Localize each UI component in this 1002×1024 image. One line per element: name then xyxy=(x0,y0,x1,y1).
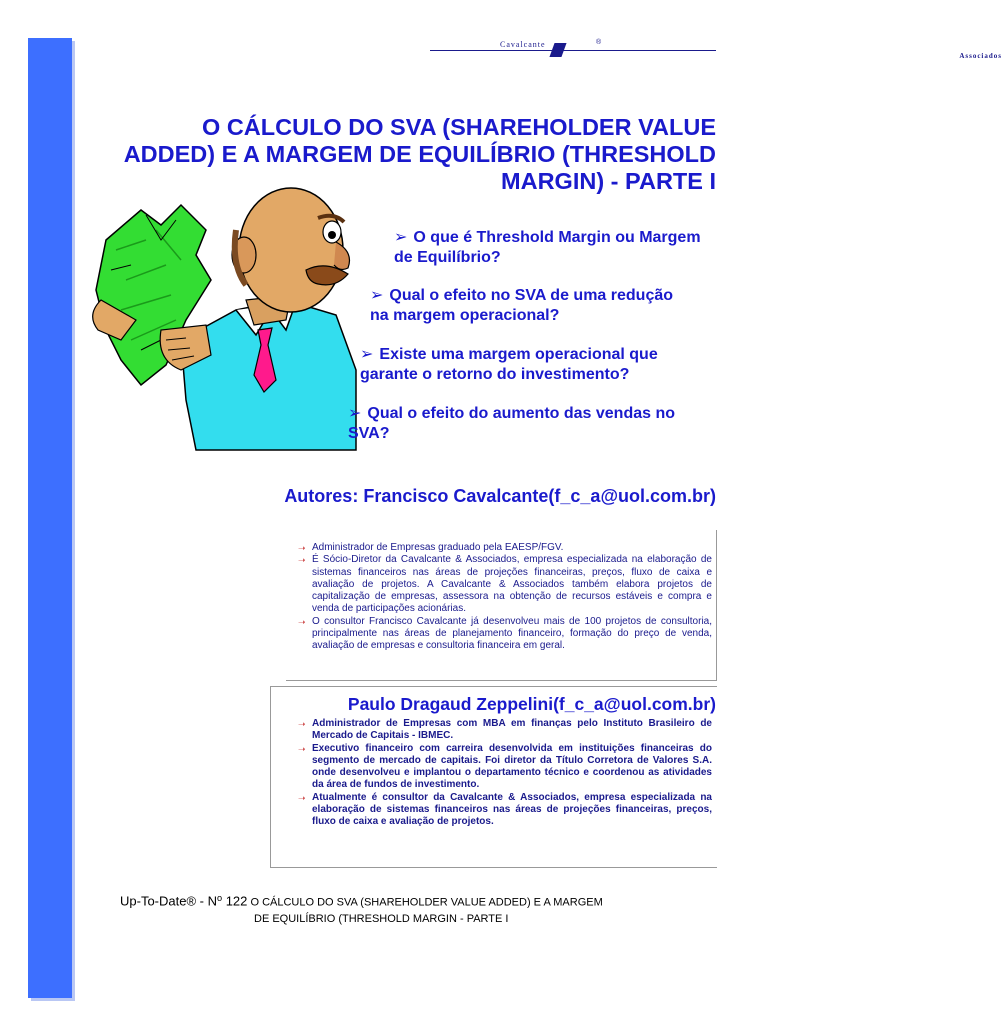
footer-number: 122 xyxy=(222,893,248,909)
page-footer xyxy=(120,890,720,927)
bio-text: Executivo financeiro com carreira desenvolvida em instituições financeiras do segmento de mercado de capitais. Foi diretor da Título Corretora de Valores S.A. onde desenvolveu e implantou o departamento técnico e coordenou as atividades da área de fundos de investimento. xyxy=(312,742,712,791)
footer-prefix: Up-To-Date® - N xyxy=(120,893,217,909)
bullet-arrow-icon: ➝ xyxy=(298,743,306,754)
list-item xyxy=(298,542,712,554)
question-4 xyxy=(348,404,708,444)
businessman-illustration-icon xyxy=(86,170,356,450)
bullet-arrow-icon: ➝ xyxy=(298,616,306,627)
bio-text: É Sócio-Diretor da Cavalcante & Associados, empresa especializada na elaboração de sistemas financeiros nas áreas de projeções financeiras, preços, fluxo de caixa e avaliação de projetos. A Cavalcante & Associados também elabora projetos de capitalização de empresas, assessora na obtenção de recursos estáveis e compra e venda de participações acionárias. xyxy=(312,554,712,615)
arrow-right-icon: ➢ xyxy=(360,346,374,363)
footer-sup: o xyxy=(217,893,223,903)
page-title: O CÁLCULO DO SVA (SHAREHOLDER VALUE ADDED) E A MARGEM DE EQUILÍBRIO (THRESHOLD MARGIN) - PARTE I xyxy=(123,114,716,194)
question-2 xyxy=(370,286,690,326)
question-2-text: Qual o efeito no SVA de uma redução na margem operacional? xyxy=(370,287,674,324)
list-item xyxy=(298,792,712,829)
company-logo xyxy=(430,39,1002,62)
blue-sidebar xyxy=(28,38,72,998)
bio-text: O consultor Francisco Cavalcante já desenvolveu mais de 100 projetos de consultoria, principalmente nas áreas de planejamento financeiro, formação do preço de venda, avaliação de empresas e consultoria financeira em geral. xyxy=(312,615,712,652)
question-3-text: Existe uma margem operacional que garante o retorno do investimento? xyxy=(360,346,658,383)
bullet-arrow-icon: ➝ xyxy=(298,719,306,729)
list-item xyxy=(298,616,712,653)
list-item xyxy=(298,718,712,743)
arrow-right-icon: ➢ xyxy=(370,287,384,304)
logo-line xyxy=(430,50,716,51)
bio-text: Administrador de Empresas com MBA em finanças pelo Instituto Brasileiro de Mercado de Capitais - IBMEC. xyxy=(312,718,712,742)
list-item xyxy=(298,554,712,615)
author2-bio-list xyxy=(298,718,712,829)
arrow-right-icon: ➢ xyxy=(348,405,362,422)
author1-bio-list xyxy=(298,542,712,653)
arrow-right-icon: ➢ xyxy=(394,229,408,246)
question-1 xyxy=(394,228,704,268)
logo-registered: ® xyxy=(596,39,602,46)
bio-text: Atualmente é consultor da Cavalcante & Associados, empresa especializada na elaboração de sistemas financeiros nas áreas de projeções financeiras, preços, fluxo de caixa e avaliação de projetos. xyxy=(312,791,712,828)
author2-heading: Paulo Dragaud Zeppelini(f_c_a@uol.com.br) xyxy=(347,694,716,714)
question-4-text: Qual o efeito do aumento das vendas no SVA? xyxy=(348,405,676,442)
bullet-arrow-icon: ➝ xyxy=(298,555,306,566)
logo-name-line2: Associados xyxy=(959,52,1002,60)
bullet-arrow-icon: ➝ xyxy=(298,792,306,803)
list-item xyxy=(298,743,712,792)
bullet-arrow-icon: ➝ xyxy=(298,543,306,553)
bio-text: Administrador de Empresas graduado pela EAESP/FGV. xyxy=(312,542,564,553)
question-1-text: O que é Threshold Margin ou Margem de Equilíbrio? xyxy=(394,229,701,266)
footer-title-1: O CÁLCULO DO SVA (SHAREHOLDER VALUE ADDED) E A MARGEM xyxy=(247,896,603,909)
authors-heading: Autores: Francisco Cavalcante(f_c_a@uol.com.br) xyxy=(284,486,716,506)
question-3 xyxy=(360,345,705,385)
logo-name-line1: Cavalcante xyxy=(500,40,546,49)
footer-title-2: DE EQUILÍBRIO (THRESHOLD MARGIN - PARTE I xyxy=(254,912,509,925)
footer-line-1 xyxy=(120,890,720,911)
